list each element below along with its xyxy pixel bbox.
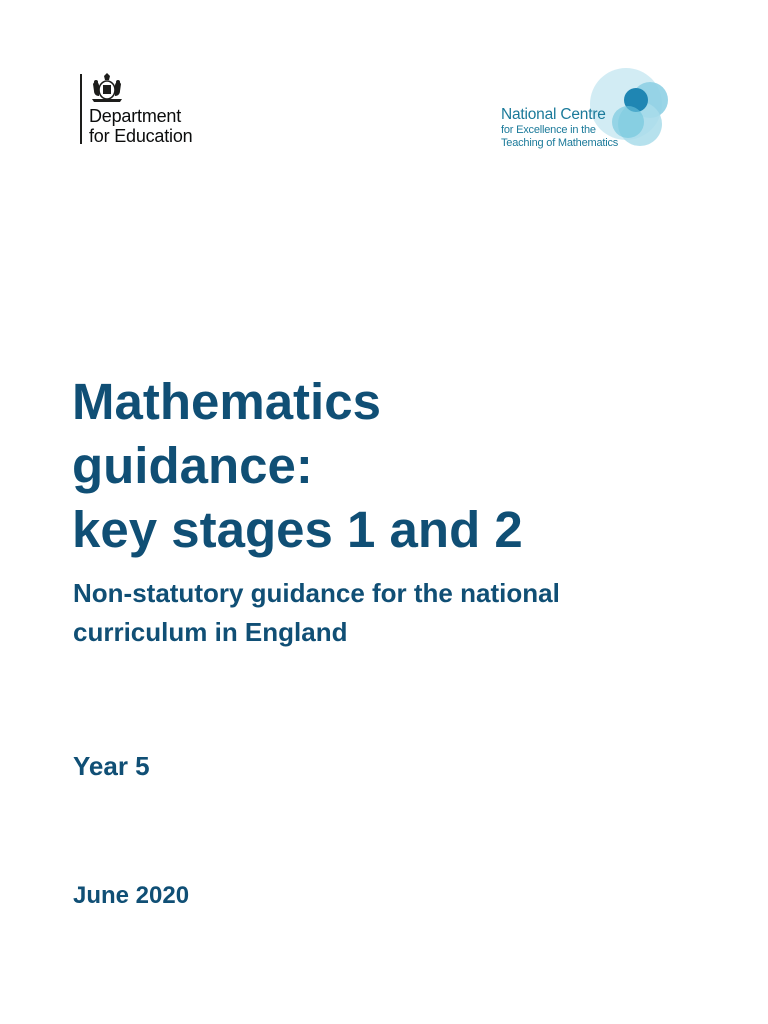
publication-date: June 2020 xyxy=(73,882,190,909)
ncetm-logo-sub-line-1: for Excellence in the xyxy=(501,124,596,136)
ncetm-logo xyxy=(498,66,688,150)
dfe-logo-rule xyxy=(80,74,82,144)
dfe-logo-line-1: Department xyxy=(89,106,182,126)
ncetm-logo-sub-line-2: Teaching of Mathematics xyxy=(501,137,619,149)
ncetm-logo-title: National Centre xyxy=(501,106,606,123)
title-line-1: Mathematics xyxy=(72,373,381,430)
royal-coat-of-arms-icon xyxy=(88,72,126,104)
year-group-label: Year 5 xyxy=(73,751,150,781)
title-line-3: key stages 1 and 2 xyxy=(72,501,523,558)
ncetm-logo-subtitle xyxy=(501,124,618,150)
subtitle-line-1: Non-statutory guidance for the national xyxy=(73,578,560,608)
subtitle-line-2: curriculum in England xyxy=(73,617,348,647)
dfe-logo xyxy=(80,72,220,148)
dfe-logo-line-2: for Education xyxy=(89,126,193,146)
document-subtitle xyxy=(73,574,713,652)
title-line-2: guidance: xyxy=(72,437,313,494)
document-title xyxy=(72,370,712,562)
dfe-logo-text xyxy=(89,106,192,146)
